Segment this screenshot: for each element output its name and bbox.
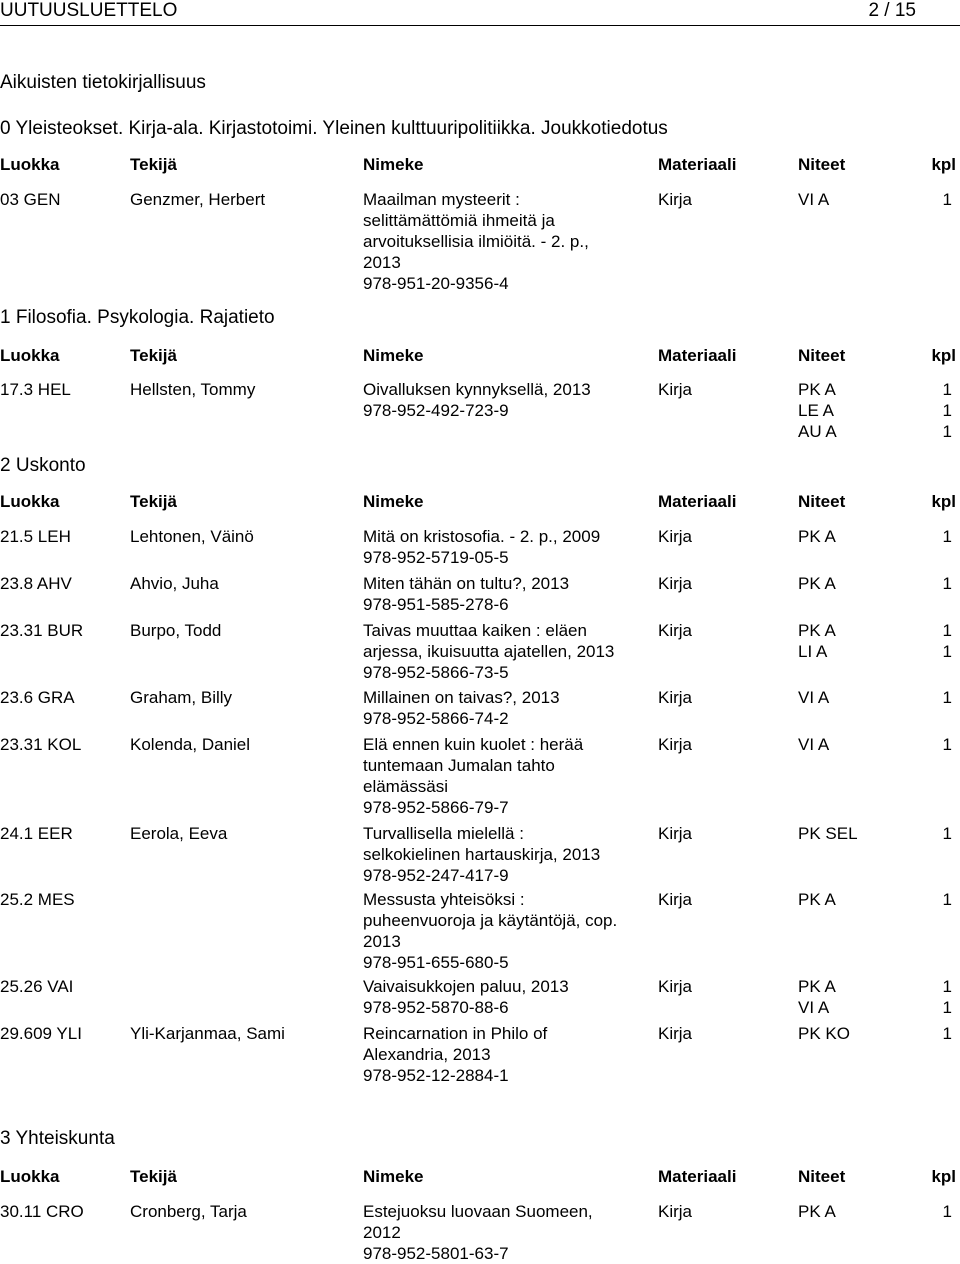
cell-kpl <box>943 573 952 594</box>
nimeke-line: Estejuoksu luovaan Suomeen, <box>363 1202 593 1221</box>
kpl-line: 1 <box>942 1024 952 1043</box>
kpl-line: 1 <box>942 401 952 420</box>
cell-materiaali: Kirja <box>658 890 693 909</box>
kpl-line: 1 <box>942 998 952 1017</box>
nimeke-line: 978-952-247-417-9 <box>363 866 509 885</box>
cell-tekija: Eerola, Eeva <box>130 824 228 843</box>
col-tekija: Tekijä <box>130 492 177 511</box>
cell-niteet <box>798 823 858 844</box>
page-number: 2 / 15 <box>868 0 916 21</box>
nimeke-line: 978-952-492-723-9 <box>363 401 509 420</box>
niteet-line: AU A <box>798 422 837 441</box>
nimeke-line: Millainen on taivas?, 2013 <box>363 688 560 707</box>
nimeke-line: 978-952-5866-73-5 <box>363 663 509 682</box>
category-heading: 1 Filosofia. Psykologia. Rajatieto <box>0 307 275 328</box>
cell-kpl <box>943 379 952 442</box>
col-tekija: Tekijä <box>130 1167 177 1186</box>
nimeke-line: 978-952-5866-79-7 <box>363 798 509 817</box>
nimeke-line: 978-951-20-9356-4 <box>363 274 509 293</box>
cell-nimeke <box>363 573 653 615</box>
nimeke-line: 978-952-5801-63-7 <box>363 1244 509 1263</box>
cell-kpl <box>943 734 952 755</box>
nimeke-line: 978-952-5719-05-5 <box>363 548 509 567</box>
nimeke-line: 978-952-12-2884-1 <box>363 1066 509 1085</box>
niteet-line: VI A <box>798 735 830 754</box>
cell-luokka: 29.609 YLI <box>0 1024 82 1043</box>
col-luokka: Luokka <box>0 1167 60 1186</box>
kpl-line: 1 <box>942 824 952 843</box>
kpl-line: 1 <box>942 574 952 593</box>
section-title: Aikuisten tietokirjallisuus <box>0 72 206 93</box>
kpl-line: 1 <box>942 380 952 399</box>
cell-materiaali: Kirja <box>658 1024 693 1043</box>
col-nimeke: Nimeke <box>363 155 424 174</box>
cell-tekija: Cronberg, Tarja <box>130 1202 247 1221</box>
cell-nimeke <box>363 734 653 818</box>
nimeke-line: selittämättömiä ihmeitä ja <box>363 211 555 230</box>
cell-nimeke <box>363 189 653 294</box>
cell-niteet <box>798 1023 850 1044</box>
cell-materiaali: Kirja <box>658 977 693 996</box>
niteet-line: PK A <box>798 621 836 640</box>
niteet-line: VI A <box>798 190 830 209</box>
cell-niteet <box>798 189 829 210</box>
cell-nimeke <box>363 526 653 568</box>
cell-tekija: Hellsten, Tommy <box>130 380 256 399</box>
column-header-row <box>0 154 960 176</box>
niteet-line: PK KO <box>798 1024 850 1043</box>
cell-tekija: Genzmer, Herbert <box>130 190 266 209</box>
nimeke-line: arjessa, ikuisuutta ajatellen, 2013 <box>363 642 615 661</box>
niteet-line: PK A <box>798 977 836 996</box>
nimeke-line: puheenvuoroja ja käytäntöjä, cop. <box>363 911 618 930</box>
cell-niteet <box>798 620 836 662</box>
cell-kpl <box>943 889 952 910</box>
cell-tekija: Lehtonen, Väinö <box>130 527 254 546</box>
cell-niteet <box>798 687 829 708</box>
col-nimeke: Nimeke <box>363 346 424 365</box>
nimeke-line: Reincarnation in Philo of <box>363 1024 548 1043</box>
niteet-line: VI A <box>798 998 830 1017</box>
nimeke-line: Taivas muuttaa kaiken : eläen <box>363 621 587 640</box>
col-kpl: kpl <box>931 492 956 511</box>
col-materiaali: Materiaali <box>658 492 737 511</box>
cell-luokka: 03 GEN <box>0 190 61 209</box>
col-nimeke: Nimeke <box>363 492 424 511</box>
kpl-line: 1 <box>942 621 952 640</box>
column-header-row <box>0 345 960 367</box>
kpl-line: 1 <box>942 642 952 661</box>
nimeke-line: Miten tähän on tultu?, 2013 <box>363 574 570 593</box>
nimeke-line: Oivalluksen kynnyksellä, 2013 <box>363 380 591 399</box>
cell-niteet <box>798 526 836 547</box>
cell-luokka: 23.31 BUR <box>0 621 84 640</box>
col-materiaali: Materiaali <box>658 346 737 365</box>
column-header-row <box>0 491 960 513</box>
cell-luokka: 30.11 CRO <box>0 1202 84 1221</box>
nimeke-line: 978-952-5870-88-6 <box>363 998 509 1017</box>
category-heading: 3 Yhteiskunta <box>0 1128 115 1149</box>
cell-nimeke <box>363 889 653 973</box>
nimeke-line: 2013 <box>363 932 401 951</box>
nimeke-line: Turvallisella mielellä : <box>363 824 524 843</box>
cell-nimeke <box>363 1023 653 1086</box>
cell-tekija: Kolenda, Daniel <box>130 735 251 754</box>
cell-kpl <box>943 823 952 844</box>
cell-luokka: 17.3 HEL <box>0 380 71 399</box>
cell-niteet <box>798 573 836 594</box>
nimeke-line: 978-952-5866-74-2 <box>363 709 509 728</box>
niteet-line: PK SEL <box>798 824 858 843</box>
cell-nimeke <box>363 687 653 729</box>
category-heading: 2 Uskonto <box>0 455 86 476</box>
col-niteet: Niteet <box>798 492 846 511</box>
col-luokka: Luokka <box>0 155 60 174</box>
cell-niteet <box>798 889 836 910</box>
cell-kpl <box>943 1201 952 1222</box>
nimeke-line: tuntemaan Jumalan tahto <box>363 756 555 775</box>
cell-luokka: 21.5 LEH <box>0 527 71 546</box>
kpl-line: 1 <box>942 190 952 209</box>
cell-kpl <box>943 620 952 662</box>
cell-kpl <box>943 976 952 1018</box>
nimeke-line: arvoituksellisia ilmiöitä. - 2. p., <box>363 232 589 251</box>
cell-kpl <box>943 1023 952 1044</box>
nimeke-line: 978-951-655-680-5 <box>363 953 509 972</box>
nimeke-line: selkokielinen hartauskirja, 2013 <box>363 845 601 864</box>
kpl-line: 1 <box>942 890 952 909</box>
kpl-line: 1 <box>942 1202 952 1221</box>
niteet-line: PK A <box>798 380 836 399</box>
cell-luokka: 23.8 AHV <box>0 574 72 593</box>
cell-luokka: 25.26 VAI <box>0 977 74 996</box>
nimeke-line: Maailman mysteerit : <box>363 190 520 209</box>
cell-nimeke <box>363 823 653 886</box>
cell-niteet <box>798 734 829 755</box>
cell-kpl <box>943 189 952 210</box>
cell-kpl <box>943 687 952 708</box>
niteet-line: VI A <box>798 688 830 707</box>
cell-materiaali: Kirja <box>658 688 693 707</box>
col-luokka: Luokka <box>0 346 60 365</box>
niteet-line: PK A <box>798 574 836 593</box>
cell-kpl <box>943 526 952 547</box>
cell-materiaali: Kirja <box>658 735 693 754</box>
col-niteet: Niteet <box>798 155 846 174</box>
cell-materiaali: Kirja <box>658 621 693 640</box>
nimeke-line: 978-951-585-278-6 <box>363 595 509 614</box>
col-nimeke: Nimeke <box>363 1167 424 1186</box>
niteet-line: PK A <box>798 890 836 909</box>
cell-luokka: 25.2 MES <box>0 890 75 909</box>
kpl-line: 1 <box>942 422 952 441</box>
niteet-line: PK A <box>798 1202 836 1221</box>
nimeke-line: Elä ennen kuin kuolet : herää <box>363 735 584 754</box>
nimeke-line: Messusta yhteisöksi : <box>363 890 525 909</box>
nimeke-line: 2013 <box>363 253 401 272</box>
col-niteet: Niteet <box>798 346 846 365</box>
col-tekija: Tekijä <box>130 346 177 365</box>
cell-materiaali: Kirja <box>658 380 693 399</box>
cell-luokka: 23.31 KOL <box>0 735 82 754</box>
col-kpl: kpl <box>931 346 956 365</box>
header-divider <box>0 25 960 26</box>
cell-tekija: Graham, Billy <box>130 688 233 707</box>
col-materiaali: Materiaali <box>658 155 737 174</box>
cell-tekija: Yli-Karjanmaa, Sami <box>130 1024 285 1043</box>
nimeke-line: Vaivaisukkojen paluu, 2013 <box>363 977 569 996</box>
nimeke-line: 2012 <box>363 1223 401 1242</box>
col-kpl: kpl <box>931 1167 956 1186</box>
col-tekija: Tekijä <box>130 155 177 174</box>
cell-tekija: Ahvio, Juha <box>130 574 219 593</box>
kpl-line: 1 <box>942 527 952 546</box>
cell-materiaali: Kirja <box>658 190 693 209</box>
column-header-row <box>0 1166 960 1188</box>
col-luokka: Luokka <box>0 492 60 511</box>
kpl-line: 1 <box>942 688 952 707</box>
cell-tekija: Burpo, Todd <box>130 621 222 640</box>
cell-luokka: 24.1 EER <box>0 824 73 843</box>
niteet-line: PK A <box>798 527 836 546</box>
cell-niteet <box>798 976 836 1018</box>
cell-materiaali: Kirja <box>658 527 693 546</box>
cell-niteet <box>798 379 837 442</box>
niteet-line: LE A <box>798 401 834 420</box>
page-header <box>0 0 960 22</box>
niteet-line: LI A <box>798 642 828 661</box>
cell-materiaali: Kirja <box>658 1202 693 1221</box>
cell-nimeke <box>363 976 653 1018</box>
cell-materiaali: Kirja <box>658 574 693 593</box>
col-kpl: kpl <box>931 155 956 174</box>
kpl-line: 1 <box>942 977 952 996</box>
cell-niteet <box>798 1201 836 1222</box>
catalog-title: UUTUUSLUETTELO <box>0 0 178 21</box>
cell-luokka: 23.6 GRA <box>0 688 75 707</box>
nimeke-line: Alexandria, 2013 <box>363 1045 491 1064</box>
col-niteet: Niteet <box>798 1167 846 1186</box>
cell-nimeke <box>363 620 653 683</box>
cell-nimeke <box>363 1201 653 1264</box>
cell-nimeke <box>363 379 653 421</box>
kpl-line: 1 <box>942 735 952 754</box>
nimeke-line: Mitä on kristosofia. - 2. p., 2009 <box>363 527 601 546</box>
col-materiaali: Materiaali <box>658 1167 737 1186</box>
category-heading: 0 Yleisteokset. Kirja-ala. Kirjastotoimi. Yleinen kulttuuripolitiikka. Joukkotiedotus <box>0 118 668 139</box>
cell-materiaali: Kirja <box>658 824 693 843</box>
nimeke-line: elämässäsi <box>363 777 449 796</box>
